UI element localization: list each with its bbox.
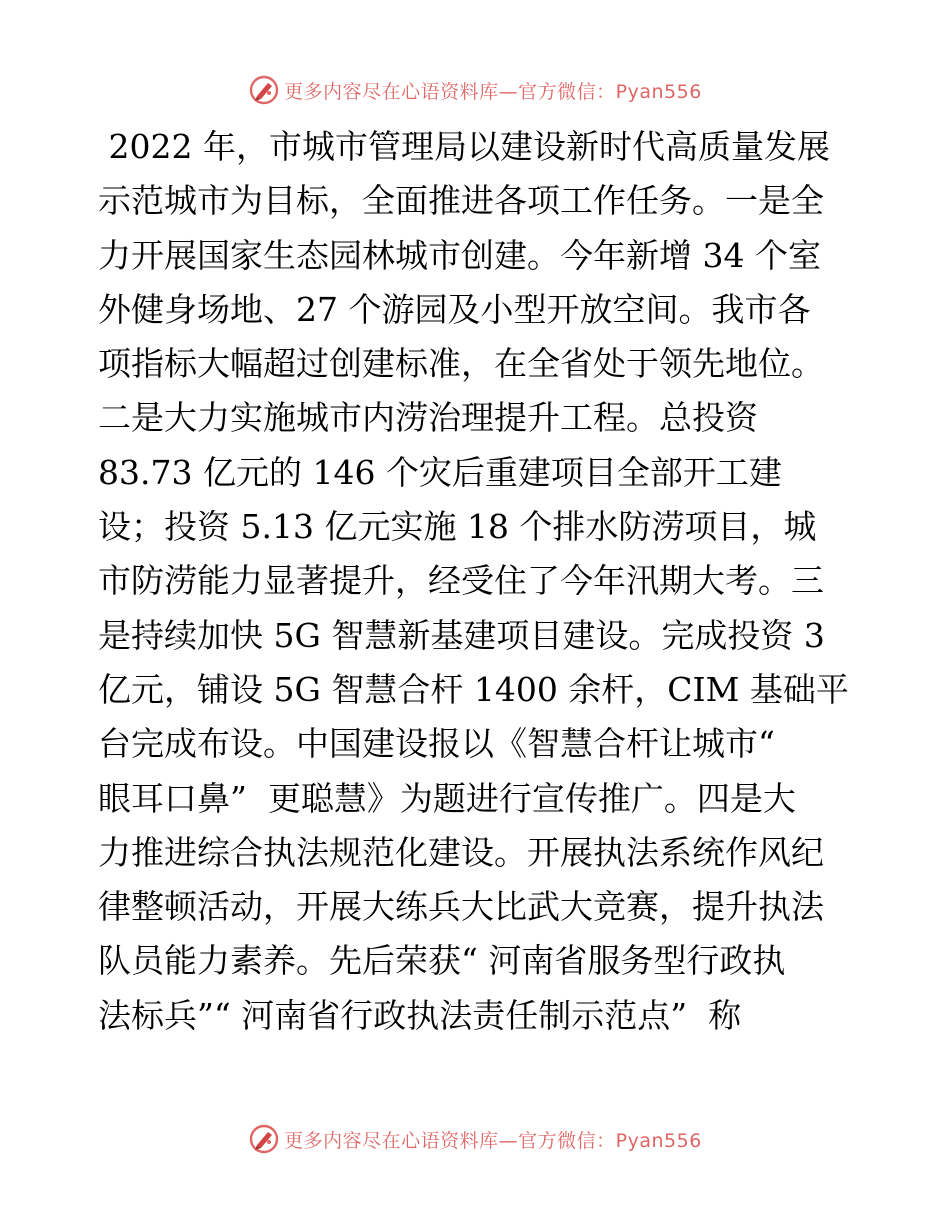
header-watermark: [0, 70, 950, 110]
text-line: 眼耳口鼻” 更聪慧》为题进行宣传推广。四是大: [98, 778, 796, 818]
text-line: 83.73 亿元的 146 个灾后重建项目全部开工建: [98, 452, 782, 492]
footer-watermark: [0, 1119, 950, 1159]
text-line: 二是大力实施城市内涝治理提升工程。总投资: [98, 398, 758, 438]
text-line: 法标兵”“ 河南省行政执法责任制示范点” 称: [98, 995, 742, 1035]
text-line: 市防涝能力显著提升，经受住了今年汛期大考。三: [98, 561, 824, 601]
text-line: 队员能力素养。先后荣获“ 河南省服务型行政执: [98, 941, 786, 981]
text-line: 示范城市为目标，全面推进各项工作任务。一是全: [98, 181, 824, 221]
watermark-text: 更多内容尽在心语资料库—官方微信：Pyan556: [284, 1129, 702, 1152]
text-line: 外健身场地、27 个游园及小型开放空间。我市各: [98, 289, 811, 329]
text-line: 力开展国家生态园林城市创建。今年新增 34 个室: [98, 235, 821, 275]
pen-logo-icon: [248, 74, 280, 106]
text-line: 2022 年，市城市管理局以建设新时代高质量发展: [98, 127, 830, 166]
pen-logo-icon: [248, 1123, 280, 1155]
watermark-text: 更多内容尽在心语资料库—官方微信：Pyan556: [284, 80, 702, 103]
document-paragraph: [98, 120, 858, 1043]
text-line: 项指标大幅超过创建标准，在全省处于领先地位。: [98, 344, 824, 384]
text-line: 亿元，铺设 5G 智慧合杆 1400 余杆，CIM 基础平: [98, 669, 849, 709]
text-line: 律整顿活动，开展大练兵大比武大竞赛，提升执法: [98, 887, 824, 927]
text-line: 是持续加快 5G 智慧新基建项目建设。完成投资 3: [98, 615, 825, 655]
text-line: 设；投资 5.13 亿元实施 18 个排水防涝项目，城: [98, 507, 817, 547]
text-line: 台完成布设。中国建设报以《智慧合杆让城市“: [98, 724, 775, 764]
text-line: 力推进综合执法规范化建设。开展执法系统作风纪: [98, 832, 824, 872]
